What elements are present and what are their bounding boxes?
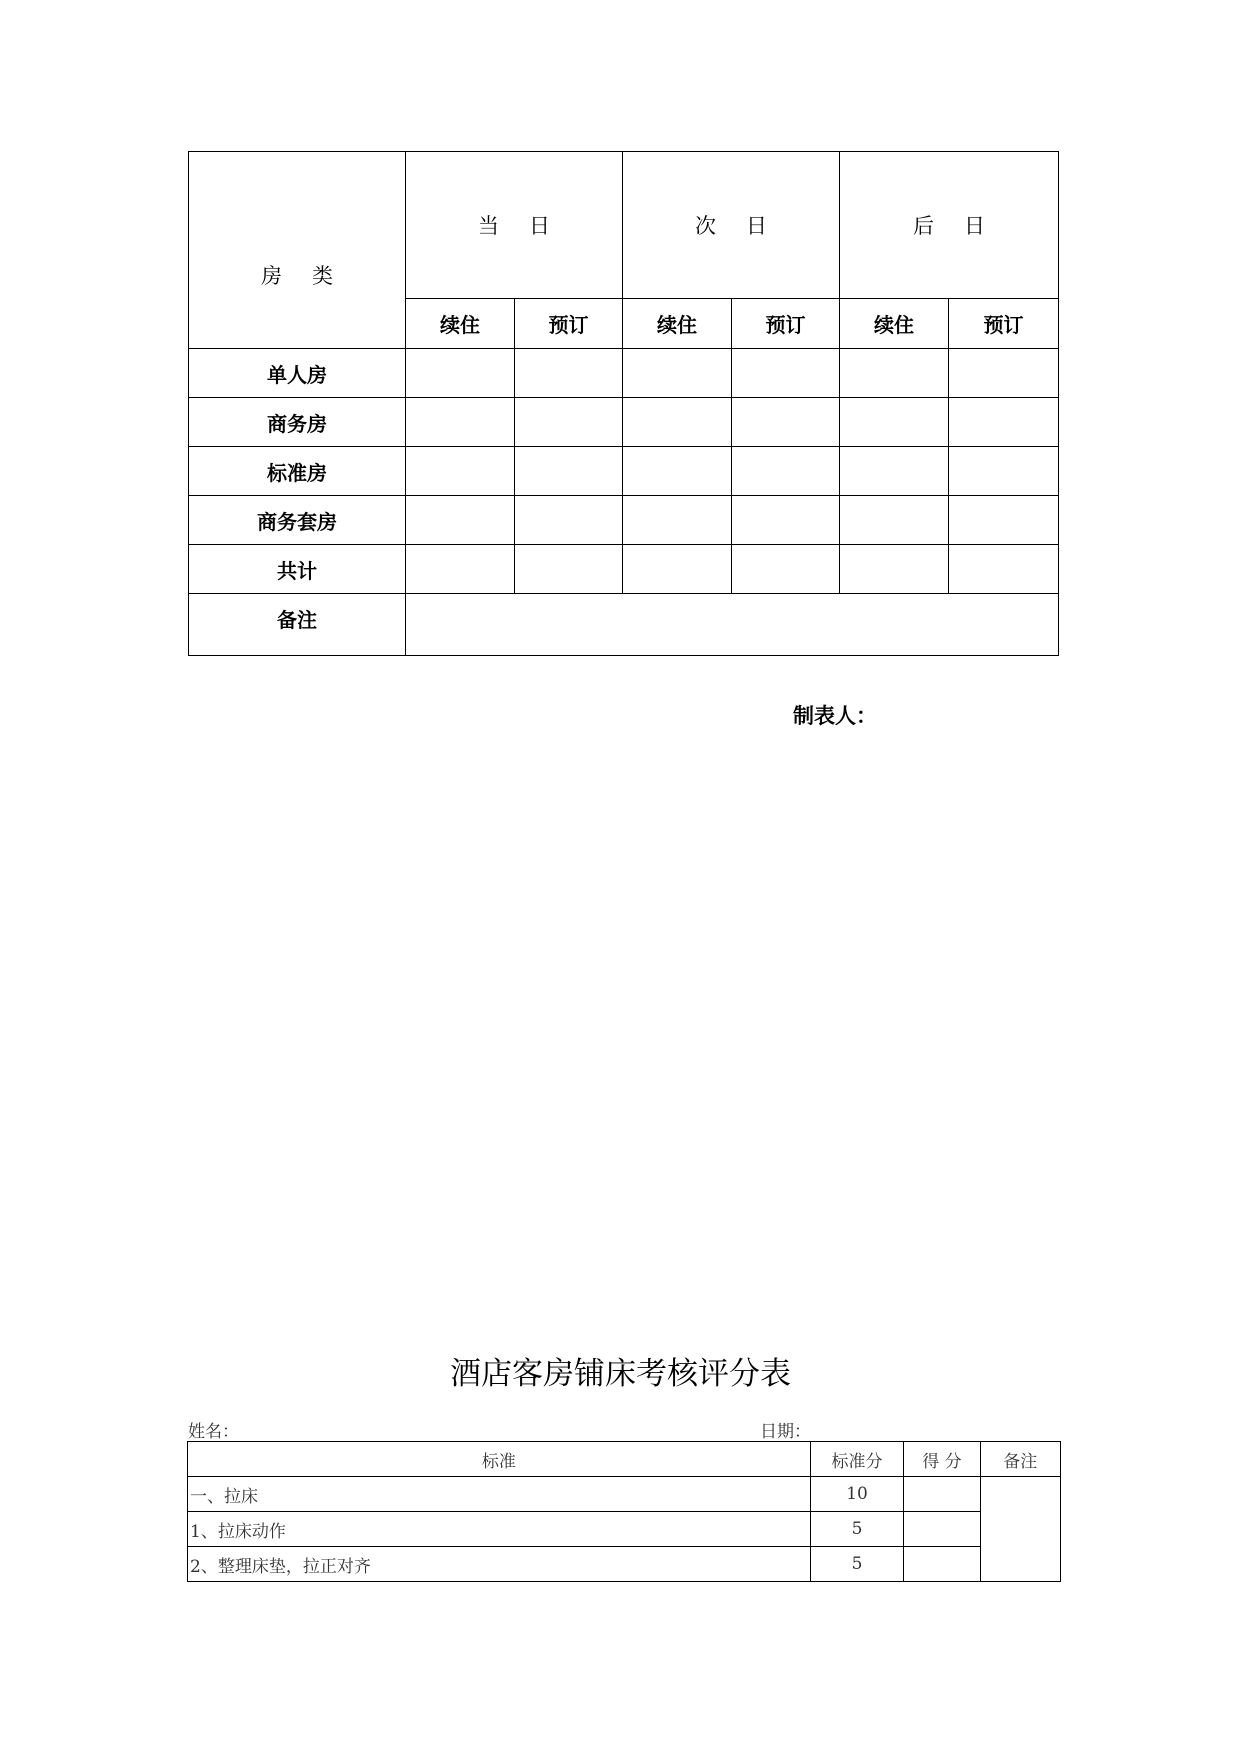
standard-score-cell: 5: [810, 1512, 903, 1547]
blank-cell[interactable]: [949, 447, 1059, 496]
note-cell[interactable]: [406, 594, 1059, 656]
blank-cell[interactable]: [515, 545, 623, 594]
sub-header-stay: 续住: [406, 299, 515, 349]
blank-cell[interactable]: [949, 496, 1059, 545]
day-header-next: 次日: [623, 152, 840, 299]
table-row: [189, 545, 1059, 594]
standard-score-cell: 5: [810, 1547, 903, 1582]
table-row: [188, 1547, 1061, 1582]
blank-cell[interactable]: [840, 349, 949, 398]
day-header-after: 后日: [840, 152, 1059, 299]
standard-score-cell: 10: [810, 1477, 903, 1512]
criterion-cell: 2、整理床垫，拉正对齐: [188, 1547, 811, 1582]
table-row: [189, 594, 1059, 656]
blank-cell[interactable]: [515, 447, 623, 496]
date-label: 日期：: [760, 1422, 811, 1442]
blank-cell[interactable]: [406, 398, 515, 447]
header-row: [188, 1442, 1061, 1477]
blank-cell[interactable]: [840, 398, 949, 447]
table-row: [189, 447, 1059, 496]
page-title: 酒店客房铺床考核评分表: [450, 1356, 791, 1392]
col-header-note: 备注: [980, 1442, 1060, 1477]
row-label: 标准房: [189, 447, 406, 496]
blank-cell[interactable]: [949, 398, 1059, 447]
blank-cell[interactable]: [840, 545, 949, 594]
row-label: 商务房: [189, 398, 406, 447]
blank-cell[interactable]: [406, 545, 515, 594]
blank-cell[interactable]: [840, 447, 949, 496]
criterion-cell: 一、拉床: [188, 1477, 811, 1512]
sub-header-booking: 预订: [732, 299, 840, 349]
score-input-cell[interactable]: [904, 1477, 980, 1512]
sub-header-booking: 预订: [949, 299, 1059, 349]
blank-cell[interactable]: [623, 349, 732, 398]
blank-cell[interactable]: [515, 349, 623, 398]
sub-header-stay: 续住: [840, 299, 949, 349]
table-row: [188, 1477, 1061, 1512]
sub-header-booking: 预订: [515, 299, 623, 349]
blank-cell[interactable]: [732, 545, 840, 594]
blank-cell[interactable]: [949, 545, 1059, 594]
score-input-cell[interactable]: [904, 1512, 980, 1547]
table-row: [188, 1512, 1061, 1547]
blank-cell[interactable]: [732, 349, 840, 398]
col-header-standard: 标准: [188, 1442, 811, 1477]
room-booking-table: [188, 151, 1059, 656]
room-type-header: 房类: [189, 152, 406, 349]
table-row: [189, 496, 1059, 545]
blank-cell[interactable]: [840, 496, 949, 545]
table-row: [189, 349, 1059, 398]
blank-cell[interactable]: [623, 496, 732, 545]
blank-cell[interactable]: [623, 447, 732, 496]
row-label: 单人房: [189, 349, 406, 398]
note-label: 备注: [189, 594, 406, 656]
blank-cell[interactable]: [406, 349, 515, 398]
note-input-cell[interactable]: [980, 1477, 1060, 1582]
sub-header-stay: 续住: [623, 299, 732, 349]
col-header-score: 得 分: [904, 1442, 980, 1477]
assessment-table: [187, 1441, 1061, 1582]
table-row: [189, 398, 1059, 447]
blank-cell[interactable]: [515, 398, 623, 447]
row-label: 商务套房: [189, 496, 406, 545]
blank-cell[interactable]: [732, 398, 840, 447]
row-label: 共计: [189, 545, 406, 594]
blank-cell[interactable]: [732, 447, 840, 496]
criterion-cell: 1、拉床动作: [188, 1512, 811, 1547]
blank-cell[interactable]: [623, 545, 732, 594]
day-header-today: 当日: [406, 152, 623, 299]
blank-cell[interactable]: [406, 447, 515, 496]
blank-cell[interactable]: [406, 496, 515, 545]
score-input-cell[interactable]: [904, 1547, 980, 1582]
col-header-standard-score: 标准分: [810, 1442, 903, 1477]
maker-label: 制表人：: [793, 704, 877, 728]
name-label: 姓名：: [188, 1422, 239, 1442]
blank-cell[interactable]: [732, 496, 840, 545]
blank-cell[interactable]: [949, 349, 1059, 398]
blank-cell[interactable]: [623, 398, 732, 447]
blank-cell[interactable]: [515, 496, 623, 545]
